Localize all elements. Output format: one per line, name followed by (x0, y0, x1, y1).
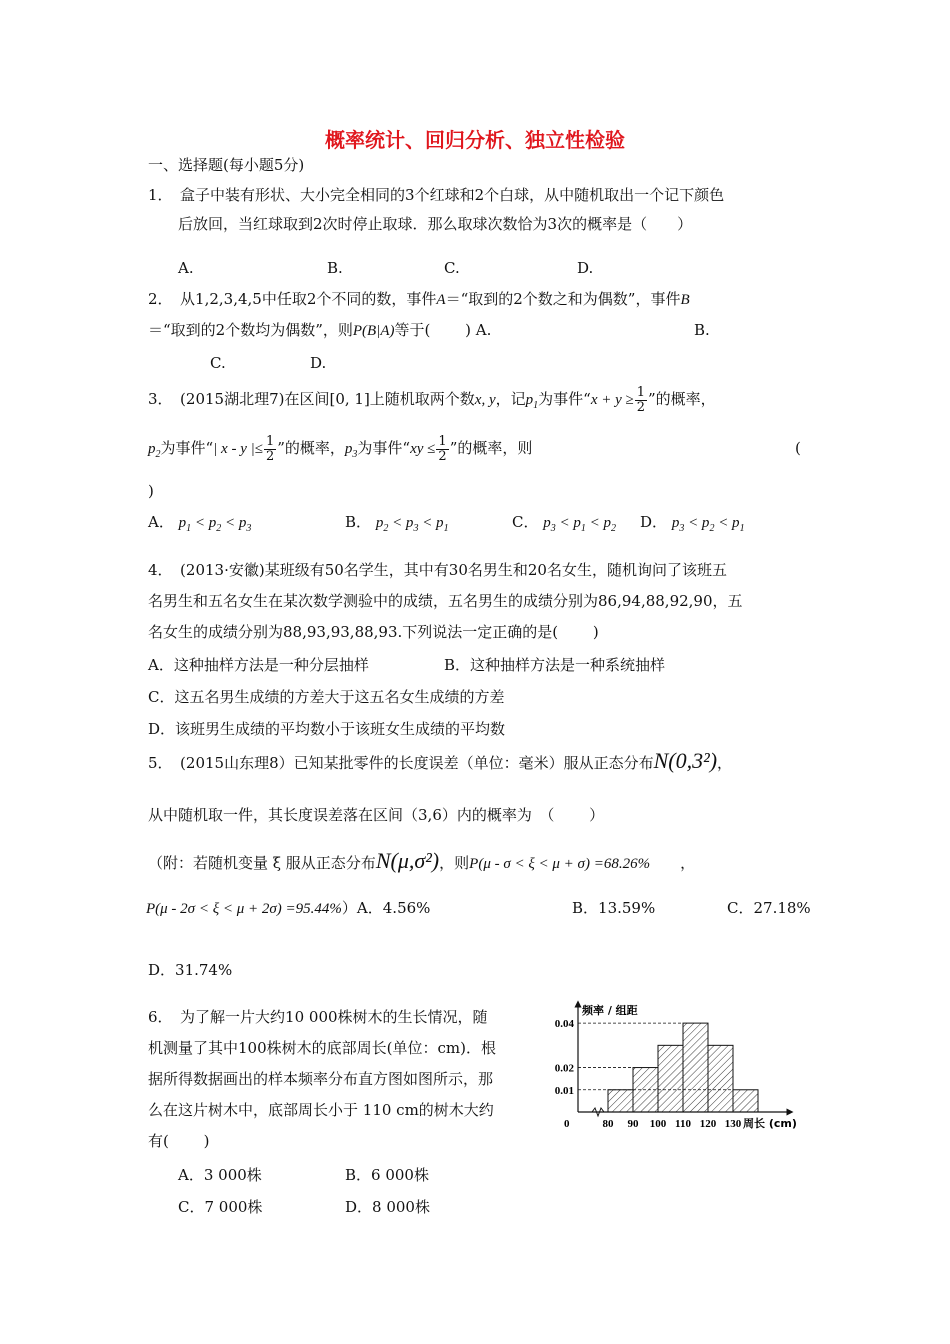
q3-text-a: 3． (2015湖北理7)在区间[0, 1]上随机取两个数 (148, 390, 475, 408)
q5-distribution: N(0,3²) (653, 748, 718, 773)
q3-half-3: $\frac{1}{2}$ (438, 433, 447, 464)
q6-option-d: D．8 000株 (345, 1198, 430, 1216)
x-axis-label: 周长 (cm) (743, 1117, 797, 1130)
q2-line1 (148, 289, 690, 310)
histogram-bar (608, 1090, 633, 1112)
q3-option-b: B． $p_2 < p_3 < p_1$ (345, 513, 449, 534)
q3-p3: $p_3$ (344, 441, 358, 460)
histogram-bar (733, 1090, 758, 1112)
q5-option-b: B．13.59% (572, 899, 656, 917)
q3-text-g: 为事件“ (357, 439, 411, 457)
q4-line3: 名女生的成绩分别为88,93,93,88,93.下列说法一定正确的是( ) (148, 623, 599, 641)
x-tick-label: 120 (699, 1118, 717, 1130)
x-tick-label: 100 (649, 1118, 667, 1130)
q5-prob-2sigma: P(μ - 2σ < ξ < μ + 2σ) =95.44% (146, 901, 342, 917)
q4-option-b: B．这种抽样方法是一种系统抽样 (444, 656, 666, 674)
q3-p2: $p_2$ (148, 441, 161, 460)
q2-text-b: ＝“取到的2个数之和为偶数”，事件 (445, 290, 681, 308)
q4-line1: 4． (2013·安徽)某班级有50名学生，其中有30名男生和20名女生，随机询问了该班五 (148, 561, 727, 579)
frequency-histogram (540, 1000, 810, 1135)
q2-option-c: C. (210, 354, 226, 372)
x-tick-label: 90 (627, 1118, 639, 1130)
x-tick-label: 110 (675, 1118, 691, 1130)
q1-option-a: A. (178, 259, 194, 277)
q6-option-b: B．6 000株 (345, 1166, 429, 1184)
page-title: 概率统计、回归分析、独立性检验 (325, 128, 625, 152)
q3-paren-open: ( (795, 439, 801, 457)
q2-text-d: 等于( ) A. (394, 321, 492, 339)
q4-option-a: A．这种抽样方法是一种分层抽样 (148, 656, 369, 674)
y-tick-label: 0.04 (554, 1018, 574, 1031)
q4-option-d: D．该班男生成绩的平均数小于该班女生成绩的平均数 (148, 720, 506, 738)
q3-text-b: ，记 (495, 390, 526, 408)
q1-option-b: B. (327, 259, 343, 277)
q5-option-c: C．27.18% (727, 899, 811, 917)
q1-option-d: D. (577, 259, 594, 277)
y-tick-label: 0.01 (554, 1084, 574, 1097)
q6-option-c: C．7 000株 (178, 1198, 263, 1216)
q2-text-a: 2． 从1,2,3,4,5中任取2个不同的数，事件 (148, 290, 437, 308)
x-tick-label: 130 (724, 1118, 742, 1130)
q3-line1 (148, 383, 716, 422)
q1-line1: 1． 盒子中装有形状、大小完全相同的3个红球和2个白球，从中随机取出一个记下颜色 (148, 186, 725, 204)
histogram-bar (658, 1045, 683, 1112)
q3-cond1: x + y ≥ (590, 392, 634, 408)
q2-event-b: B (680, 292, 690, 308)
x-tick-label: 80 (602, 1118, 614, 1130)
q2-line2 (148, 320, 491, 341)
q5-normal-dist: N(μ,σ²) (375, 848, 440, 873)
q4-option-c: C．这五名男生成绩的方差大于这五名女生成绩的方差 (148, 688, 505, 706)
q2-text-c: ＝“取到的2个数均为偶数”，则 (148, 321, 353, 339)
q6-line5: 有( ) (148, 1132, 210, 1150)
q5-prob-1sigma: P(μ - σ < ξ < μ + σ) =68.26% (469, 856, 651, 872)
q3-text-h: ”的概率，则 (449, 439, 533, 457)
q3-paren-close: ) (148, 482, 154, 500)
q1-line2: 后放回，当红球取到2次时停止取球．那么取球次数恰为3次的概率是（ ） (178, 215, 693, 233)
q3-half-1: $\frac{1}{2}$ (636, 384, 646, 415)
q5-line3: （附：若随机变量 ξ 服从正态分布N(μ,σ²)，则P(μ - σ < ξ < μ + σ) =68.26% ， (148, 848, 696, 873)
q2-option-b: B. (694, 321, 710, 339)
q6-line1: 6． 为了解一片大约10 000株树木的生长情况，随 (148, 1008, 488, 1026)
q6-line4: 么在这片树木中，底部周长小于 110 cm的树木大约 (148, 1101, 494, 1119)
q3-p1: $p_1$ (525, 392, 539, 411)
section-heading: 一、选择题(每小题5分) (148, 156, 305, 174)
q2-event-a: A (436, 292, 446, 308)
q5-option-a: ）A．4.56% (341, 899, 431, 917)
q5-line4 (146, 893, 430, 924)
q3-option-d: D． $p_3 < p_2 < p_1$ (640, 513, 745, 534)
q3-text-f: ”的概率， (277, 439, 345, 457)
q6-line3: 据所得数据画出的样本频率分布直方图如图所示，那 (148, 1070, 494, 1088)
q3-line2 (148, 432, 532, 471)
q5-option-d: D．31.74% (148, 961, 233, 979)
q3-vars: x, y (474, 392, 496, 408)
histogram-bar (683, 1023, 708, 1112)
q6-option-a: A．3 000株 (178, 1166, 262, 1184)
q3-text-d: ”的概率， (648, 390, 716, 408)
y-axis-label: 频率 / 组距 (582, 1004, 638, 1017)
q3-option-c: C． $p_3 < p_1 < p_2$ (512, 513, 617, 534)
q3-cond2: | x - y |≤ (213, 441, 263, 457)
y-tick-label: 0.02 (554, 1062, 574, 1075)
q5-line1: 5． (2015山东理8）已知某批零件的长度误差（单位：毫米）服从正态分布N(0,3²)， (148, 748, 733, 773)
q2-option-d: D. (310, 354, 327, 372)
q3-cond3: xy ≤ (410, 441, 436, 457)
q3-half-2: $\frac{1}{2}$ (265, 433, 275, 464)
q5-line2: 从中随机取一件，其长度误差落在区间（3,6）内的概率为 （ ） (148, 806, 605, 824)
q3-option-a: A． $p_1 < p_2 < p_3$ (148, 513, 252, 534)
q3-text-c: 为事件“ (538, 390, 591, 408)
q4-line2: 名男生和五名女生在某次数学测验中的成绩，五名男生的成绩分别为86,94,88,92,90，五 (148, 592, 743, 610)
q2-conditional-prob: P(B|A) (352, 323, 395, 339)
histogram-bar (708, 1045, 733, 1112)
q3-text-e: 为事件“ (160, 439, 214, 457)
q6-line2: 机测量了其中100株树木的底部周长(单位：cm)．根 (148, 1039, 496, 1057)
origin-label: 0 (564, 1118, 570, 1130)
q1-option-c: C. (444, 259, 460, 277)
